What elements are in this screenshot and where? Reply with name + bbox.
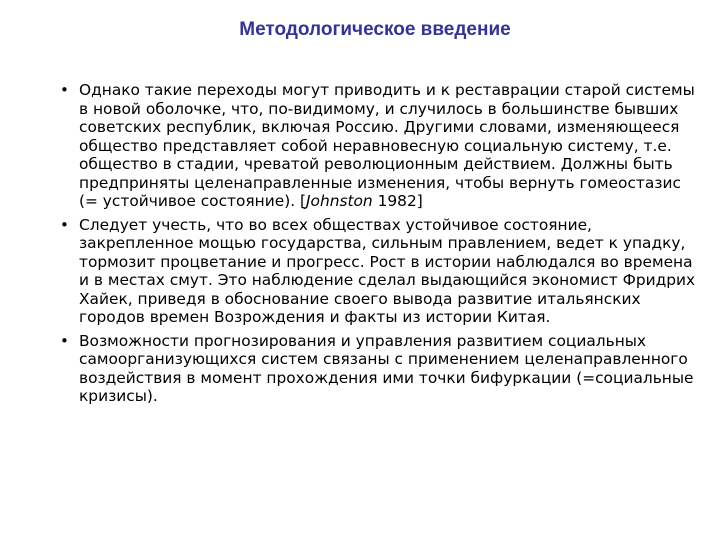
bullet-marker-icon: •: [60, 215, 69, 234]
bullet-list: [60, 81, 700, 411]
bullet-item: [60, 216, 700, 327]
citation-year: 1982]: [372, 192, 423, 210]
bullet-text: Возможности прогнозирования и управления развитием социальных самоорганизующихся систем связаны с применением целенаправленного воздействия в момент прохождения ими точки бифуркации (=социальные кризисы).: [79, 331, 694, 405]
bullet-item: [60, 332, 700, 406]
bullet-text: [79, 81, 695, 210]
bullet-text: Следует учесть, что во всех обществах устойчивое состояние, закрепленное мощью государства, сильным правлением, ведет к упадку, тормозит процветание и прогресс. Рост в истории наблюдался во времена и в местах смут. Это наблюдение сделал выдающийся экономист Фридрих Хайек, приведя в обоснование своего вывода развитие итальянских городов времен Возрождения и факты из истории Китая.: [79, 215, 696, 326]
bullet-text-main: Однако такие переходы могут приводить и к реставрации старой системы в новой оболочке, что, по-видимому, и случилось в большинстве бывших советских республик, включая Россию. Другими словами, изменяющееся общество представляет собой неравновесную социальную систему, т.е. общество в стадии, чреватой революционным действием. Должны быть предприняты целенаправленные изменения, чтобы вернуть гомеостазис (= устойчивое состояние). [: [79, 81, 695, 210]
bullet-marker-icon: •: [60, 331, 69, 350]
bullet-marker-icon: •: [60, 81, 69, 99]
slide-title: Методологическое введение: [239, 19, 511, 40]
bullet-item: [60, 81, 700, 211]
citation-author: Johnston: [306, 192, 373, 210]
